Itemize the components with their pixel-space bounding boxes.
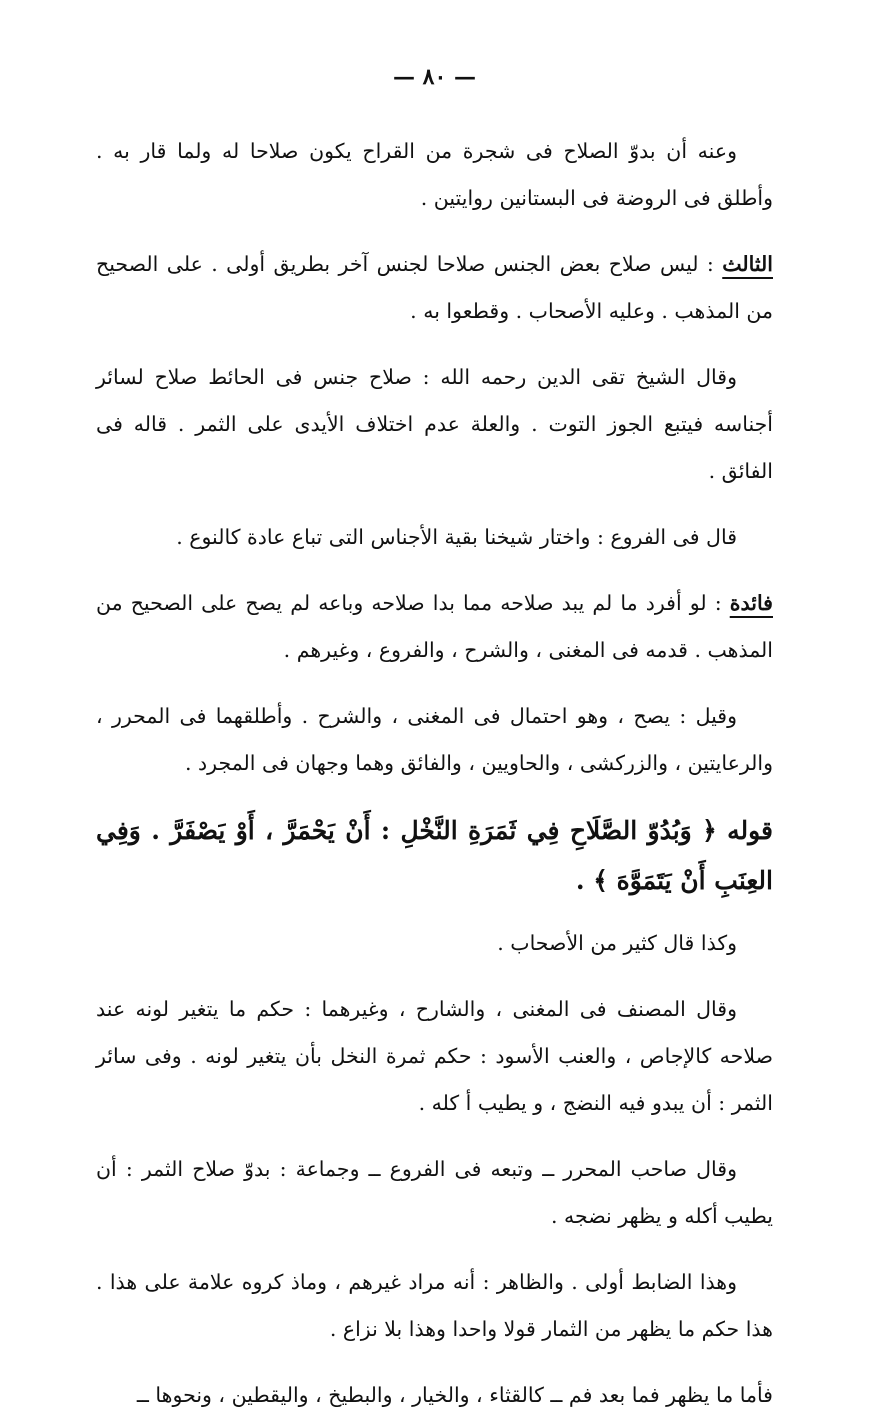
note-heading: فائدة <box>729 591 773 615</box>
page-body <box>96 128 773 1419</box>
paragraph: وهذا الضابط أولى . والظاهر : أنه مراد غيرهم ، وماذ كروه علامة على هذا . هذا حكم ما يظهر من الثمار قولا واحدا وهذا بلا نزاع . <box>96 1270 773 1341</box>
paragraph: فأما ما يظهر فما بعد فم ــ كالقثاء ، والخيار ، والبطيخ ، واليقطين ، ونحوها ــ <box>136 1383 773 1407</box>
section-heading-third: الثالث <box>722 252 773 276</box>
paragraph: وقال المصنف فى المغنى ، والشارح ، وغيرهما : حكم ما يتغير لونه عند صلاحه كالإجاص ، والعنب الأسود : حكم ثمرة النخل بأن يتغير لونه . وفى سائر الثمر : أن يبدو فيه النضج ، و يطيب أ كله . <box>96 997 773 1115</box>
page-number: — ٨٠ — <box>393 64 476 90</box>
paragraph: وقال صاحب المحرر ــ وتبعه فى الفروع ــ وجماعة : بدوّ صلاح الثمر : أن يطيب أكله و يظهر نضجه . <box>96 1157 773 1228</box>
quoted-text: قوله ﴿ وَبُدُوّ الصَّلَاحِ فِي ثَمَرَةِ النَّخْلِ : أَنْ يَحْمَرَّ ، أَوْ يَصْفَرَّ . وَفِي العِنَبِ أَنْ يَتَمَوَّهَ ﴾ . <box>96 816 773 895</box>
paragraph: وقيل : يصح ، وهو احتمال فى المغنى ، والشرح . وأطلقهما فى المحرر ، والرعايتين ، والزركشى ، والحاويين ، والفائق وهما وجهان فى المجرد . <box>96 704 773 775</box>
paragraph: قال فى الفروع : واختار شيخنا بقية الأجناس التى تباع عادة كالنوع . <box>176 525 737 549</box>
paragraph: وقال الشيخ تقى الدين رحمه الله : صلاح جنس فى الحائط صلاح لسائر أجناسه فيتبع الجوز التوت . والعلة عدم اختلاف الأيدى على الثمر . قاله فى الفائق . <box>96 365 773 483</box>
paragraph: وعنه أن بدوّ الصلاح فى شجرة من القراح يكون صلاحا له ولما قار به . وأطلق فى الروضة فى البستانين روايتين . <box>96 139 773 210</box>
paragraph: وكذا قال كثير من الأصحاب . <box>497 931 737 955</box>
paragraph: فائدة : لو أفرد ما لم يبد صلاحه مما بدا صلاحه وباعه لم يصح على الصحيح من المذهب . قدمه فى المغنى ، والشرح ، والفروع ، وغيرهم . <box>96 591 773 662</box>
paragraph: الثالث : ليس صلاح بعض الجنس صلاحا لجنس آخر بطريق أولى . على الصحيح من المذهب . وعليه الأصحاب . وقطعوا به . <box>96 252 773 323</box>
